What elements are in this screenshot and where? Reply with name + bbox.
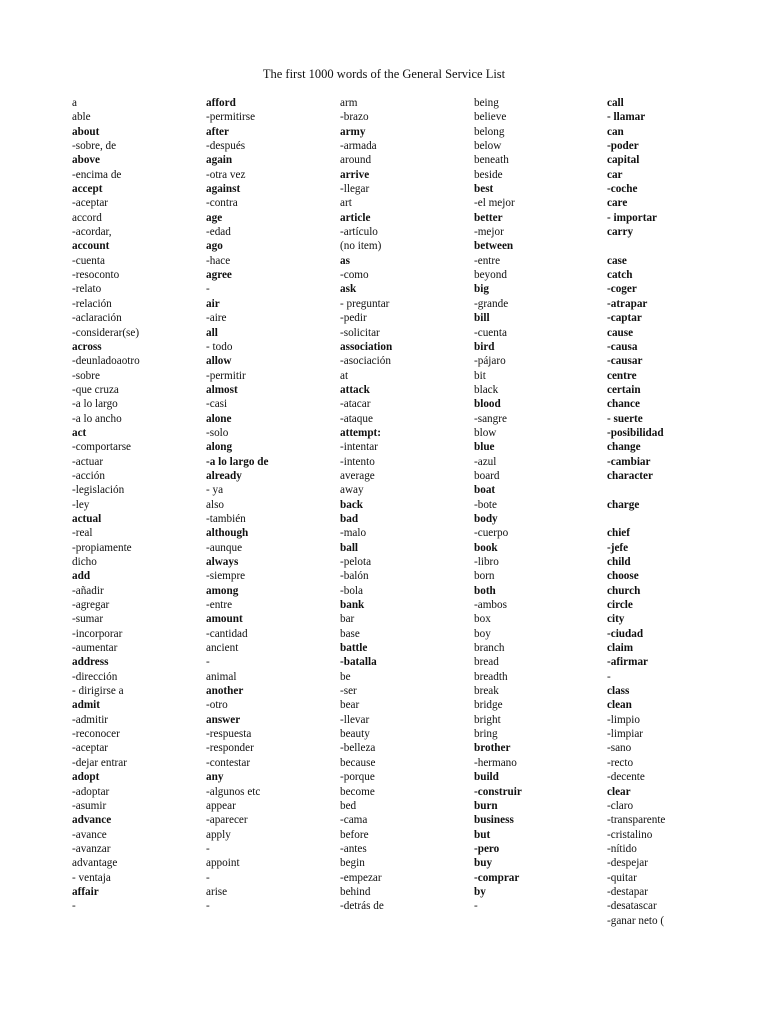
word-entry: -llevar (340, 713, 370, 726)
word-entry: a (72, 97, 77, 109)
word-entry: -aumentar (72, 642, 118, 655)
word-entry: branch (474, 642, 505, 655)
word-entry: can (607, 125, 624, 138)
word-entry: -intento (340, 455, 375, 468)
word-entry: -despejar (607, 857, 648, 870)
word-entry: address (72, 656, 109, 669)
word-entry: bit (474, 369, 486, 382)
word-entry: -aceptar (72, 742, 109, 755)
word-entry: -cambiar (607, 455, 651, 468)
word-entry: -cama (340, 814, 368, 827)
word-entry: -como (340, 269, 369, 282)
word-entry: capital (607, 154, 640, 167)
word-entry: at (340, 369, 349, 382)
word-entry: -atrapar (607, 297, 648, 310)
word-entry: - dirigirse a (72, 685, 124, 698)
blank-line (607, 512, 737, 526)
word-entry: -entre (206, 599, 233, 612)
word-entry: bed (340, 799, 357, 812)
word-entry: air (206, 297, 220, 310)
word-entry: big (474, 283, 489, 296)
word-entry: -asociación (340, 355, 391, 368)
word-entry: along (206, 441, 233, 454)
word-entry: -solo (206, 426, 229, 439)
word-entry: between (474, 240, 514, 253)
word-entry: -después (206, 140, 246, 153)
word-entry: -intentar (340, 441, 378, 454)
word-entry: -detrás de (340, 900, 384, 913)
word-entry: across (72, 340, 102, 353)
word-entry: -aceptar (72, 197, 109, 210)
word-entry: ago (206, 240, 223, 253)
word-entry: above (72, 154, 100, 167)
word-entry: beyond (474, 269, 507, 282)
word-entry: bridge (474, 699, 503, 712)
word-entry: church (607, 584, 641, 597)
word-entry: -actuar (72, 455, 104, 468)
word-entry: behind (340, 885, 371, 898)
word-entry: although (206, 527, 249, 540)
word-entry: average (340, 469, 375, 482)
word-entry: circle (607, 599, 633, 612)
word-entry: affair (72, 885, 99, 898)
word-entry: -limpiar (607, 728, 644, 741)
word-entry: -cuerpo (474, 527, 509, 540)
word-entry: -a lo ancho (72, 412, 122, 425)
word-entry: -asumir (72, 799, 107, 812)
word-entry: -causa (607, 340, 638, 353)
word-entry: -aclaración (72, 312, 122, 325)
word-entry: - (206, 842, 210, 855)
word-entry: advance (72, 814, 112, 827)
word-entry: -acción (72, 469, 105, 482)
word-column-4 (474, 96, 604, 914)
word-entry: already (206, 469, 242, 482)
word-entry: -empezar (340, 871, 382, 884)
word-entry: -bola (340, 584, 363, 597)
word-entry: able (72, 111, 91, 124)
word-entry: -aire (206, 312, 227, 325)
word-entry: -poder (607, 140, 639, 153)
word-entry: admit (72, 699, 100, 712)
word-entry: -dejar entrar (72, 756, 127, 769)
word-entry: bear (340, 699, 360, 712)
word-entry: -que cruza (72, 383, 119, 396)
word-entry: attempt: (340, 426, 382, 439)
word-entry: change (607, 441, 641, 454)
word-entry: -edad (206, 226, 231, 239)
word-entry: dicho (72, 556, 97, 568)
word-entry: -aparecer (206, 814, 248, 827)
word-entry: bill (474, 312, 490, 325)
word-entry: -coche (607, 183, 638, 196)
word-entry: apply (206, 828, 231, 841)
word-entry: -comportarse (72, 441, 132, 454)
word-entry: -pedir (340, 312, 367, 325)
word-entry: -contra (206, 197, 238, 210)
word-entry: -transparente (607, 814, 666, 827)
word-entry: boy (474, 627, 491, 640)
word-entry: -pelota (340, 556, 372, 568)
word-entry: body (474, 512, 498, 525)
word-entry: -pero (474, 842, 500, 855)
word-entry: - preguntar (340, 297, 390, 310)
word-entry: be (340, 670, 351, 683)
word-entry: centre (607, 369, 637, 382)
word-entry: ask (340, 283, 357, 296)
word-entry: art (340, 197, 352, 210)
word-entry: being (474, 97, 499, 109)
word-entry: actual (72, 512, 102, 525)
word-entry: -sangre (474, 412, 507, 425)
word-entry: claim (607, 642, 634, 655)
word-entry: -admitir (72, 713, 109, 726)
word-entry: accord (72, 211, 102, 224)
word-entry: amount (206, 613, 243, 626)
word-entry: another (206, 685, 244, 698)
word-entry: -brazo (340, 111, 369, 124)
word-entry: bar (340, 613, 355, 626)
word-entry: before (340, 828, 369, 841)
word-entry: board (474, 469, 500, 482)
word-entry: account (72, 240, 110, 253)
word-entry: -a lo largo (72, 398, 118, 411)
word-entry: -atacar (340, 398, 371, 411)
word-entry: -reconocer (72, 728, 120, 741)
word-entry: choose (607, 570, 639, 583)
word-entry: chief (607, 527, 630, 540)
word-entry: -agregar (72, 599, 110, 612)
word-entry: belong (474, 125, 505, 138)
word-entry: case (607, 254, 627, 267)
word-entry: - (474, 900, 478, 913)
word-entry: carry (607, 226, 634, 239)
word-entry: battle (340, 642, 368, 655)
word-entry: (no item) (340, 240, 382, 253)
word-entry: - todo (206, 340, 233, 353)
word-entry: -cuenta (474, 326, 507, 339)
word-entry: by (474, 885, 486, 898)
word-entry: -sumar (72, 613, 104, 626)
word-entry: back (340, 498, 364, 511)
word-entry: -construir (474, 785, 522, 798)
word-entry: bank (340, 599, 365, 612)
word-entry: beside (474, 168, 503, 181)
word-entry: -resoconto (72, 269, 120, 282)
word-entry: against (206, 183, 241, 196)
word-entry: -captar (607, 312, 642, 325)
word-entry: -siempre (206, 570, 246, 583)
word-entry: child (607, 556, 631, 568)
word-entry: all (206, 326, 218, 339)
word-entry: -sano (607, 742, 632, 755)
word-entry: advantage (72, 857, 118, 870)
word-entry: -solicitar (340, 326, 380, 339)
word-entry: clean (607, 699, 632, 712)
word-entry: -otra vez (206, 168, 246, 181)
word-entry: -comprar (474, 871, 520, 884)
word-entry: -entre (474, 254, 501, 267)
word-entry: arrive (340, 168, 370, 181)
word-entry: -encima de (72, 168, 122, 181)
word-entry: almost (206, 383, 238, 396)
word-entry: breadth (474, 670, 508, 683)
word-entry: -dirección (72, 670, 118, 683)
word-entry: - (607, 670, 611, 683)
word-entry: -avanzar (72, 842, 111, 855)
word-entry: -limpio (607, 713, 640, 726)
word-entry: -pájaro (474, 355, 506, 368)
word-entry: army (340, 125, 366, 138)
word-entry: agree (206, 269, 232, 282)
word-entry: bring (474, 728, 498, 741)
word-entry: -responder (206, 742, 254, 755)
word-entry: away (340, 484, 364, 497)
word-entry: -relato (72, 283, 102, 296)
word-entry: bad (340, 512, 359, 525)
word-entry: -legislación (72, 484, 125, 497)
word-entry: book (474, 541, 498, 554)
word-entry: below (474, 140, 502, 153)
word-entry: as (340, 254, 350, 267)
word-entry: arm (340, 97, 358, 109)
word-entry: - suerte (607, 412, 643, 425)
word-entry: box (474, 613, 491, 626)
word-entry: build (474, 771, 499, 784)
word-entry: -considerar(se) (72, 326, 140, 339)
word-entry: article (340, 211, 371, 224)
word-entry: -porque (340, 771, 375, 784)
word-entry: -sobre, de (72, 140, 117, 153)
word-entry: - llamar (607, 111, 646, 124)
word-entry: - (206, 900, 210, 913)
word-entry: care (607, 197, 628, 210)
word-entry: among (206, 584, 239, 597)
word-entry: born (474, 570, 495, 583)
word-entry: clear (607, 785, 631, 798)
word-entry: brother (474, 742, 511, 755)
word-entry: -aunque (206, 541, 243, 554)
word-entry: about (72, 125, 100, 138)
word-entry: -destapar (607, 885, 648, 898)
word-entry: act (72, 426, 87, 439)
blank-line (607, 483, 737, 497)
word-entry: - ventaja (72, 871, 111, 884)
word-entry: cause (607, 326, 634, 339)
word-entry: adopt (72, 771, 100, 784)
word-entry: around (340, 154, 372, 167)
word-entry: -batalla (340, 656, 377, 669)
word-entry: - (206, 871, 210, 884)
word-entry: beauty (340, 728, 370, 741)
word-entry: -afirmar (607, 656, 648, 669)
word-entry: chance (607, 398, 640, 411)
word-entry: -casi (206, 398, 228, 411)
word-entry: -también (206, 512, 246, 525)
word-entry: -cantidad (206, 627, 248, 640)
word-entry: -recto (607, 756, 634, 769)
word-entry: -nítido (607, 842, 637, 855)
word-entry: animal (206, 670, 237, 683)
word-entry: appoint (206, 857, 240, 870)
word-entry: -hermano (474, 756, 517, 769)
word-entry: -artículo (340, 226, 378, 239)
word-entry: - (206, 656, 210, 669)
word-entry: -ley (72, 498, 90, 511)
word-entry: begin (340, 857, 365, 870)
word-entry: business (474, 814, 514, 827)
word-entry: character (607, 469, 653, 482)
word-entry: become (340, 785, 375, 798)
word-entry: -decente (607, 771, 645, 784)
word-entry: -mejor (474, 226, 504, 239)
word-entry: attack (340, 383, 370, 396)
word-entry: -incorporar (72, 627, 123, 640)
word-entry: - ya (206, 484, 224, 497)
word-entry: -permitirse (206, 111, 256, 124)
word-entry: -causar (607, 355, 643, 368)
word-entry: call (607, 97, 624, 109)
word-entry: -respuesta (206, 728, 252, 741)
word-entry: -azul (474, 455, 497, 468)
word-entry: but (474, 828, 491, 841)
word-entry: both (474, 584, 496, 597)
word-entry: -el mejor (474, 197, 515, 210)
word-entry: -bote (474, 498, 497, 511)
word-entry: -ganar neto ( (607, 914, 665, 927)
word-entry: base (340, 627, 360, 640)
word-entry: -quitar (607, 871, 637, 884)
word-entry: alone (206, 412, 232, 425)
word-entry: boat (474, 484, 496, 497)
word-entry: always (206, 556, 239, 568)
word-entry: bread (474, 656, 499, 669)
word-entry: -sobre (72, 369, 100, 382)
word-entry: blue (474, 441, 495, 454)
word-entry: -ciudad (607, 627, 644, 640)
word-entry: -coger (607, 283, 637, 296)
word-entry: believe (474, 111, 507, 124)
word-entry: best (474, 183, 494, 196)
word-entry: accept (72, 183, 103, 196)
word-entry: certain (607, 383, 641, 396)
word-entry: after (206, 125, 229, 138)
word-entry: -armada (340, 140, 377, 153)
word-entry: appear (206, 799, 236, 812)
word-entry: car (607, 168, 623, 181)
word-entry: -belleza (340, 742, 376, 755)
word-entry: -contestar (206, 756, 251, 769)
word-entry: arise (206, 885, 228, 898)
word-entry: blood (474, 398, 501, 411)
word-entry: -hace (206, 254, 231, 267)
word-entry: association (340, 340, 393, 353)
word-entry: - (206, 283, 210, 296)
word-entry: -ataque (340, 412, 373, 425)
word-entry: -llegar (340, 183, 370, 196)
word-column-3 (340, 96, 470, 914)
word-entry: ball (340, 541, 359, 554)
word-entry: -libro (474, 556, 499, 568)
word-entry: buy (474, 857, 493, 870)
word-entry: -avance (72, 828, 107, 841)
word-entry: -algunos etc (206, 785, 261, 798)
word-entry: -claro (607, 799, 634, 812)
word-entry: age (206, 211, 223, 224)
word-entry: -ser (340, 685, 357, 698)
word-entry: -otro (206, 699, 228, 712)
word-entry: add (72, 570, 91, 583)
word-entry: -posibilidad (607, 426, 664, 439)
page-title: The first 1000 words of the General Service List (262, 67, 506, 81)
word-entry: charge (607, 498, 640, 511)
word-column-5 (607, 96, 737, 928)
word-entry: catch (607, 269, 633, 282)
word-entry: -desatascar (607, 900, 657, 913)
word-entry: -antes (340, 842, 367, 855)
word-entry: -malo (340, 527, 367, 540)
word-entry: -añadir (72, 584, 104, 597)
word-entry: -cuenta (72, 254, 105, 267)
word-entry: bird (474, 340, 495, 353)
word-entry: -balón (340, 570, 369, 583)
word-entry: -cristalino (607, 828, 653, 841)
word-entry: - (72, 900, 76, 913)
word-entry: -ambos (474, 599, 507, 612)
word-entry: better (474, 211, 503, 224)
word-entry: ancient (206, 642, 239, 655)
word-column-1 (72, 96, 202, 914)
word-entry: afford (206, 97, 236, 109)
word-entry: also (206, 498, 225, 511)
word-entry: break (474, 685, 499, 698)
word-entry: class (607, 685, 630, 698)
word-entry: -grande (474, 297, 509, 310)
word-entry: -real (72, 527, 93, 540)
word-entry: - importar (607, 211, 658, 224)
word-entry: allow (206, 355, 232, 368)
word-entry: beneath (474, 154, 509, 167)
word-entry: burn (474, 799, 498, 812)
word-entry: any (206, 771, 224, 784)
word-entry: -a lo largo de (206, 455, 269, 468)
word-entry: blow (474, 426, 497, 439)
word-entry: -jefe (607, 541, 629, 554)
word-column-2 (206, 96, 336, 914)
word-entry: -relación (72, 297, 112, 310)
word-entry: city (607, 613, 625, 626)
word-entry: -acordar, (72, 226, 112, 239)
word-entry: black (474, 383, 499, 396)
blank-line (607, 239, 737, 253)
word-entry: again (206, 154, 233, 167)
word-entry: -permitir (206, 369, 246, 382)
word-entry: answer (206, 713, 241, 726)
word-entry: -adoptar (72, 785, 110, 798)
word-entry: -deunladoaotro (72, 355, 140, 368)
word-entry: -propiamente (72, 541, 132, 554)
word-entry: because (340, 756, 376, 769)
word-entry: bright (474, 713, 501, 726)
